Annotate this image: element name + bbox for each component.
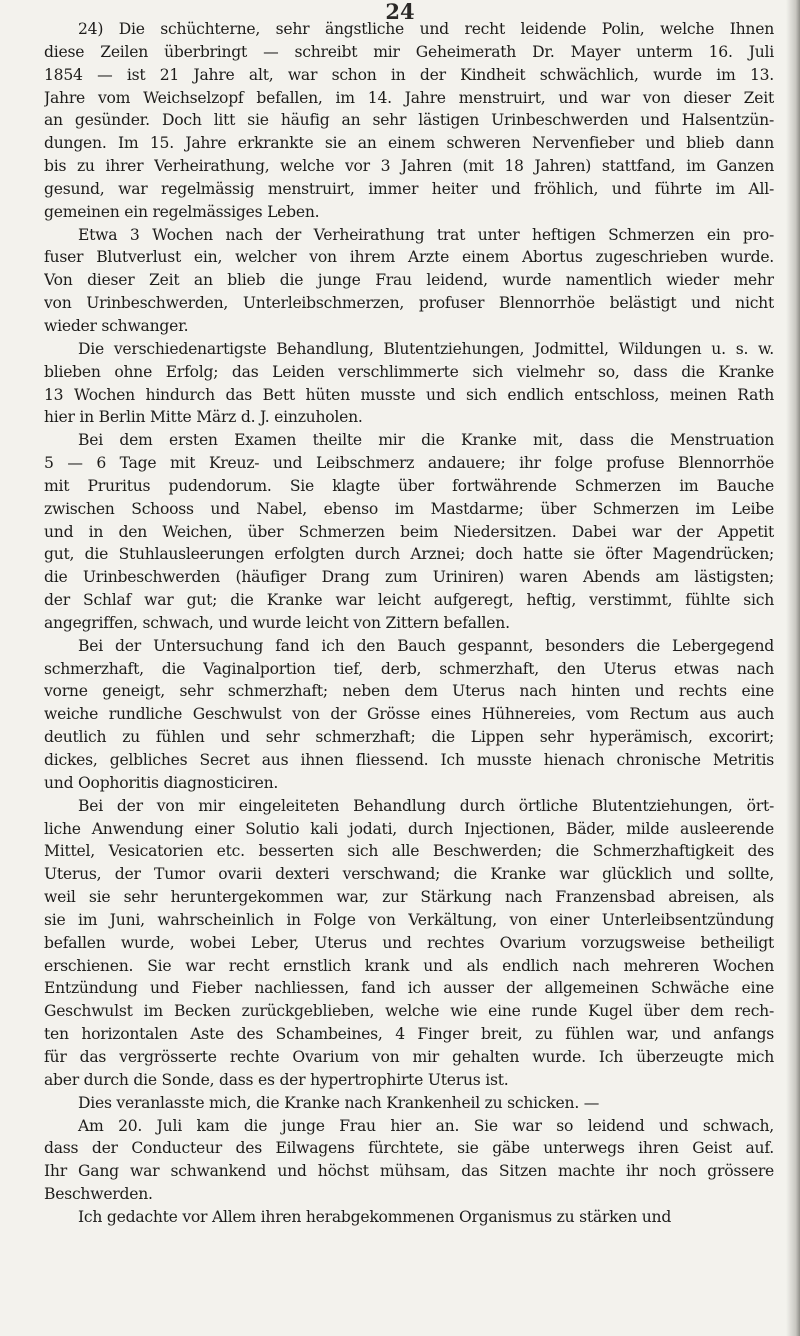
paragraph xyxy=(44,429,774,635)
page-number: 24 xyxy=(385,0,415,24)
text-line: Mittel, Vesicatorien etc. besserten sich alle Beschwerden; die Schmerzhaftigkeit des xyxy=(44,842,774,861)
text-line: an gesünder. Doch litt sie häufig an sehr lästigen Urinbeschwerden und Halsentzün- xyxy=(44,111,774,130)
text-line: ten horizontalen Aste des Schambeines, 4 Finger breit, zu fühlen war, und anfangs xyxy=(44,1025,774,1044)
body-text xyxy=(44,18,774,1229)
paragraph xyxy=(44,795,774,1092)
text-line: liche Anwendung einer Solutio kali jodati, durch Injectionen, Bäder, milde ausleerende xyxy=(44,819,774,838)
text-line: vorne geneigt, sehr schmerzhaft; neben dem Uterus nach hinten und rechts eine xyxy=(44,682,774,701)
text-line: Bei der von mir eingeleiteten Behandlung durch örtliche Blutentziehungen, ört- xyxy=(78,796,774,815)
text-line: von Urinbeschwerden, Unterleibschmerzen, profuser Blennorrhöe belästigt und nicht xyxy=(44,294,774,313)
paragraph xyxy=(44,18,774,224)
paragraph xyxy=(44,1206,774,1229)
text-line: bis zu ihrer Verheirathung, welche vor 3 Jahren (mit 18 Jahren) stattfand, im Ganzen xyxy=(44,157,774,176)
text-line: weil sie sehr heruntergekommen war, zur Stärkung nach Franzensbad abreisen, als xyxy=(44,888,774,907)
text-line: sie im Juni, wahrscheinlich in Folge von Verkältung, von einer Unterleibsentzündung xyxy=(44,910,774,929)
text-line: wieder schwanger. xyxy=(44,316,189,335)
text-line: Entzündung und Fieber nachliessen, fand ich ausser der allgemeinen Schwäche eine xyxy=(44,979,774,998)
text-line: dungen. Im 15. Jahre erkrankte sie an einem schweren Nervenfieber und blieb dann xyxy=(44,134,774,153)
text-line: Am 20. Juli kam die junge Frau hier an. Sie war so leidend und schwach, xyxy=(78,1116,774,1135)
text-line: schmerzhaft, die Vaginalportion tief, derb, schmerzhaft, den Uterus etwas nach xyxy=(44,659,774,678)
paragraph xyxy=(44,338,774,429)
text-line: befallen wurde, wobei Leber, Uterus und rechtes Ovarium vorzugsweise betheiligt xyxy=(44,933,774,952)
text-line: Etwa 3 Wochen nach der Verheirathung trat unter heftigen Schmerzen ein pro- xyxy=(78,225,774,244)
text-line: Beschwerden. xyxy=(44,1185,153,1204)
text-line: und in den Weichen, über Schmerzen beim Niedersitzen. Dabei war der Appetit xyxy=(44,522,774,541)
text-line: aber durch die Sonde, dass es der hypertrophirte Uterus ist. xyxy=(44,1070,509,1089)
text-line: gemeinen ein regelmässiges Leben. xyxy=(44,202,320,221)
paragraph xyxy=(44,1092,774,1115)
text-line: Von dieser Zeit an blieb die junge Frau leidend, wurde namentlich wieder mehr xyxy=(44,271,774,290)
text-line: Die verschiedenartigste Behandlung, Blutentziehungen, Jodmittel, Wildungen u. s. w. xyxy=(78,339,774,358)
text-line: Jahre vom Weichselzopf befallen, im 14. Jahre menstruirt, und war von dieser Zeit xyxy=(44,88,774,107)
paragraph xyxy=(44,635,774,795)
text-line: Bei dem ersten Examen theilte mir die Kranke mit, dass die Menstruation xyxy=(78,431,774,450)
text-line: dass der Conducteur des Eilwagens fürchtete, sie gäbe unterwegs ihren Geist auf. xyxy=(44,1139,774,1158)
text-line: weiche rundliche Geschwulst von der Grösse eines Hühnereies, vom Rectum aus auch xyxy=(44,705,774,724)
text-line: Ich gedachte vor Allem ihren herabgekommenen Organismus zu stärken und xyxy=(78,1207,672,1226)
text-line: fuser Blutverlust ein, welcher von ihrem Arzte einem Abortus zugeschrieben wurde. xyxy=(44,248,774,267)
text-line: 13 Wochen hindurch das Bett hüten musste und sich endlich entschloss, meinen Rath xyxy=(44,385,774,404)
text-line: diese Zeilen überbringt — schreibt mir Geheimerath Dr. Mayer unterm 16. Juli xyxy=(44,42,774,61)
text-line: deutlich zu fühlen und sehr schmerzhaft; die Lippen sehr hyperämisch, excorirt; xyxy=(44,728,774,747)
text-line: Bei der Untersuchung fand ich den Bauch gespannt, besonders die Lebergegend xyxy=(78,636,774,655)
text-line: und Oophoritis diagnosticiren. xyxy=(44,773,279,792)
text-line: dickes, gelbliches Secret aus ihnen fliessend. Ich musste hienach chronische Metritis xyxy=(44,751,774,769)
text-line: für das vergrösserte rechte Ovarium von mir gehalten wurde. Ich überzeugte mich xyxy=(44,1047,774,1066)
text-line: Uterus, der Tumor ovarii dexteri verschwand; die Kranke war glücklich und sollte, xyxy=(44,865,774,884)
text-line: angegriffen, schwach, und wurde leicht von Zittern befallen. xyxy=(44,613,510,632)
text-line: 1854 — ist 21 Jahre alt, war schon in der Kindheit schwächlich, wurde im 13. xyxy=(44,65,774,84)
text-line: gut, die Stuhlausleerungen erfolgten durch Arznei; doch hatte sie öfter Magendrücken; xyxy=(44,545,774,564)
text-line: Ihr Gang war schwankend und höchst mühsam, das Sitzen machte ihr noch grössere xyxy=(44,1162,774,1181)
paragraph xyxy=(44,224,774,338)
text-line: mit Pruritus pudendorum. Sie klagte über fortwährende Schmerzen im Bauche xyxy=(44,476,774,495)
page-edge-shadow xyxy=(786,0,800,1336)
text-line: Dies veranlasste mich, die Kranke nach Krankenheil zu schicken. — xyxy=(78,1093,600,1112)
text-line: Geschwulst im Becken zurückgeblieben, welche wie eine runde Kugel über dem rech- xyxy=(44,1002,774,1021)
text-line: der Schlaf war gut; die Kranke war leicht aufgeregt, heftig, verstimmt, fühlte sich xyxy=(44,591,774,610)
text-line: gesund, war regelmässig menstruirt, immer heiter und fröhlich, und führte im All- xyxy=(44,179,774,198)
text-line: hier in Berlin Mitte März d. J. einzuholen. xyxy=(44,408,363,427)
paragraph xyxy=(44,1115,774,1206)
text-line: zwischen Schooss und Nabel, ebenso im Mastdarme; über Schmerzen im Leibe xyxy=(44,499,774,518)
text-line: 24) Die schüchterne, sehr ängstliche und recht leidende Polin, welche Ihnen xyxy=(78,20,774,38)
text-line: blieben ohne Erfolg; das Leiden verschlimmerte sich vielmehr so, dass die Kranke xyxy=(44,362,774,381)
text-line: erschienen. Sie war recht ernstlich krank und als endlich nach mehreren Wochen xyxy=(44,956,774,975)
text-line: die Urinbeschwerden (häufiger Drang zum Uriniren) waren Abends am lästigsten; xyxy=(44,568,774,587)
text-line: 5 — 6 Tage mit Kreuz- und Leibschmerz andauere; ihr folge profuse Blennorrhöe xyxy=(44,454,774,473)
